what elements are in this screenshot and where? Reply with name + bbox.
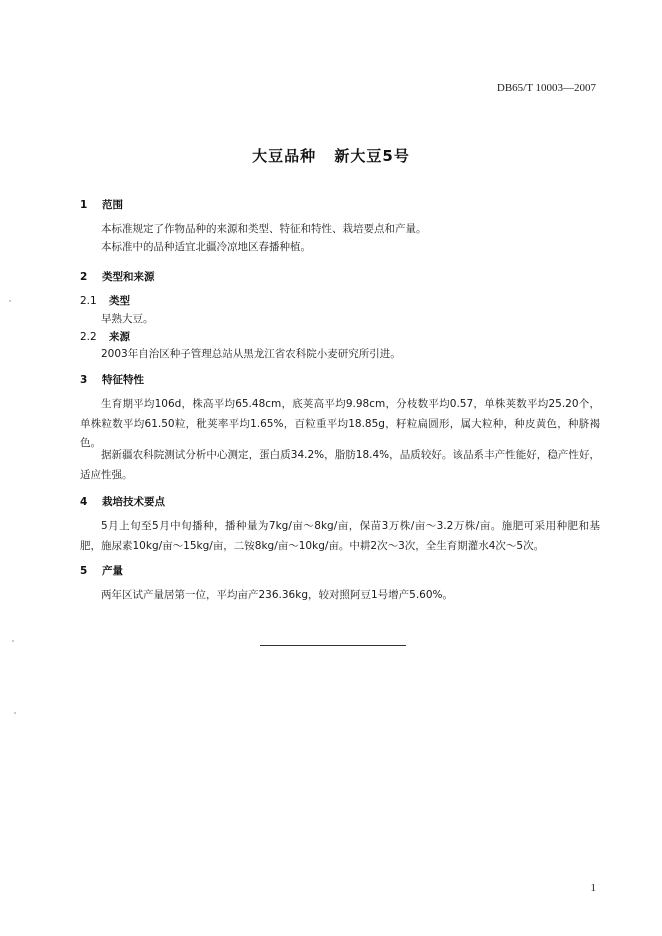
subsection-number: 2.2 bbox=[80, 331, 97, 343]
end-rule bbox=[260, 645, 406, 646]
section-title: 栽培技术要点 bbox=[102, 496, 165, 508]
section-heading-type-source bbox=[80, 269, 155, 284]
section-number: 1 bbox=[80, 199, 88, 211]
standard-code: DB65/T 10003—2007 bbox=[496, 82, 596, 94]
cultivation-paragraph: 5月上旬至5月中旬播种，播种量为7kg/亩～8kg/亩，保苗3万株/亩～3.2万株/亩。施肥可采用种肥和基肥，施尿素10kg/亩～15kg/亩，二铵8kg/亩～10kg/亩。中耕2次～3次，全生育期灌水4次～5次。 bbox=[80, 520, 600, 552]
section-title: 范围 bbox=[102, 199, 123, 211]
section-number: 5 bbox=[80, 565, 88, 577]
page-number: 1 bbox=[590, 882, 596, 894]
yield-paragraph: 两年区试产量居第一位，平均亩产236.36kg，较对照阿豆1号增产5.60%。 bbox=[101, 589, 454, 601]
scan-speck bbox=[14, 712, 16, 714]
section-title: 特征特性 bbox=[102, 374, 144, 386]
section-heading-yield bbox=[80, 563, 123, 578]
traits-paragraph-2: 据新疆农科院测试分析中心测定，蛋白质34.2%，脂肪18.4%，品质较好。该品系丰产性能好，稳产性好，适应性强。 bbox=[80, 449, 600, 481]
section-number: 4 bbox=[80, 496, 88, 508]
source-text: 2003年自治区种子管理总站从黑龙江省农科院小麦研究所引进。 bbox=[101, 348, 401, 360]
section-title: 产量 bbox=[102, 565, 123, 577]
scope-paragraph-2: 本标准中的品种适宜北疆冷凉地区春播种植。 bbox=[101, 241, 311, 253]
section-heading-scope bbox=[80, 197, 123, 212]
section-heading-traits bbox=[80, 372, 144, 387]
scan-speck bbox=[12, 640, 14, 642]
subsection-heading-type bbox=[80, 293, 130, 308]
page-title: 大豆品种 新大豆5号 bbox=[252, 147, 410, 165]
subsection-number: 2.1 bbox=[80, 295, 97, 307]
scope-paragraph-1: 本标准规定了作物品种的来源和类型、特征和特性、栽培要点和产量。 bbox=[101, 223, 427, 235]
subsection-title: 类型 bbox=[109, 295, 130, 307]
section-number: 2 bbox=[80, 271, 88, 283]
type-text: 早熟大豆。 bbox=[101, 313, 154, 325]
section-heading-cultivation bbox=[80, 494, 165, 509]
scan-speck bbox=[9, 300, 11, 302]
subsection-title: 来源 bbox=[109, 331, 130, 343]
traits-paragraph-1: 生育期平均106d，株高平均65.48cm，底荚高平均9.98cm，分枝数平均0.57，单株荚数平均25.20个，单株粒数平均61.50粒，秕荚率平均1.65%，百粒重平均18.85g，籽粒扁圆形，属大粒种，种皮黄色，种脐褐色。 bbox=[80, 398, 600, 449]
section-title: 类型和来源 bbox=[102, 271, 155, 283]
subsection-heading-source bbox=[80, 329, 130, 344]
section-number: 3 bbox=[80, 374, 88, 386]
